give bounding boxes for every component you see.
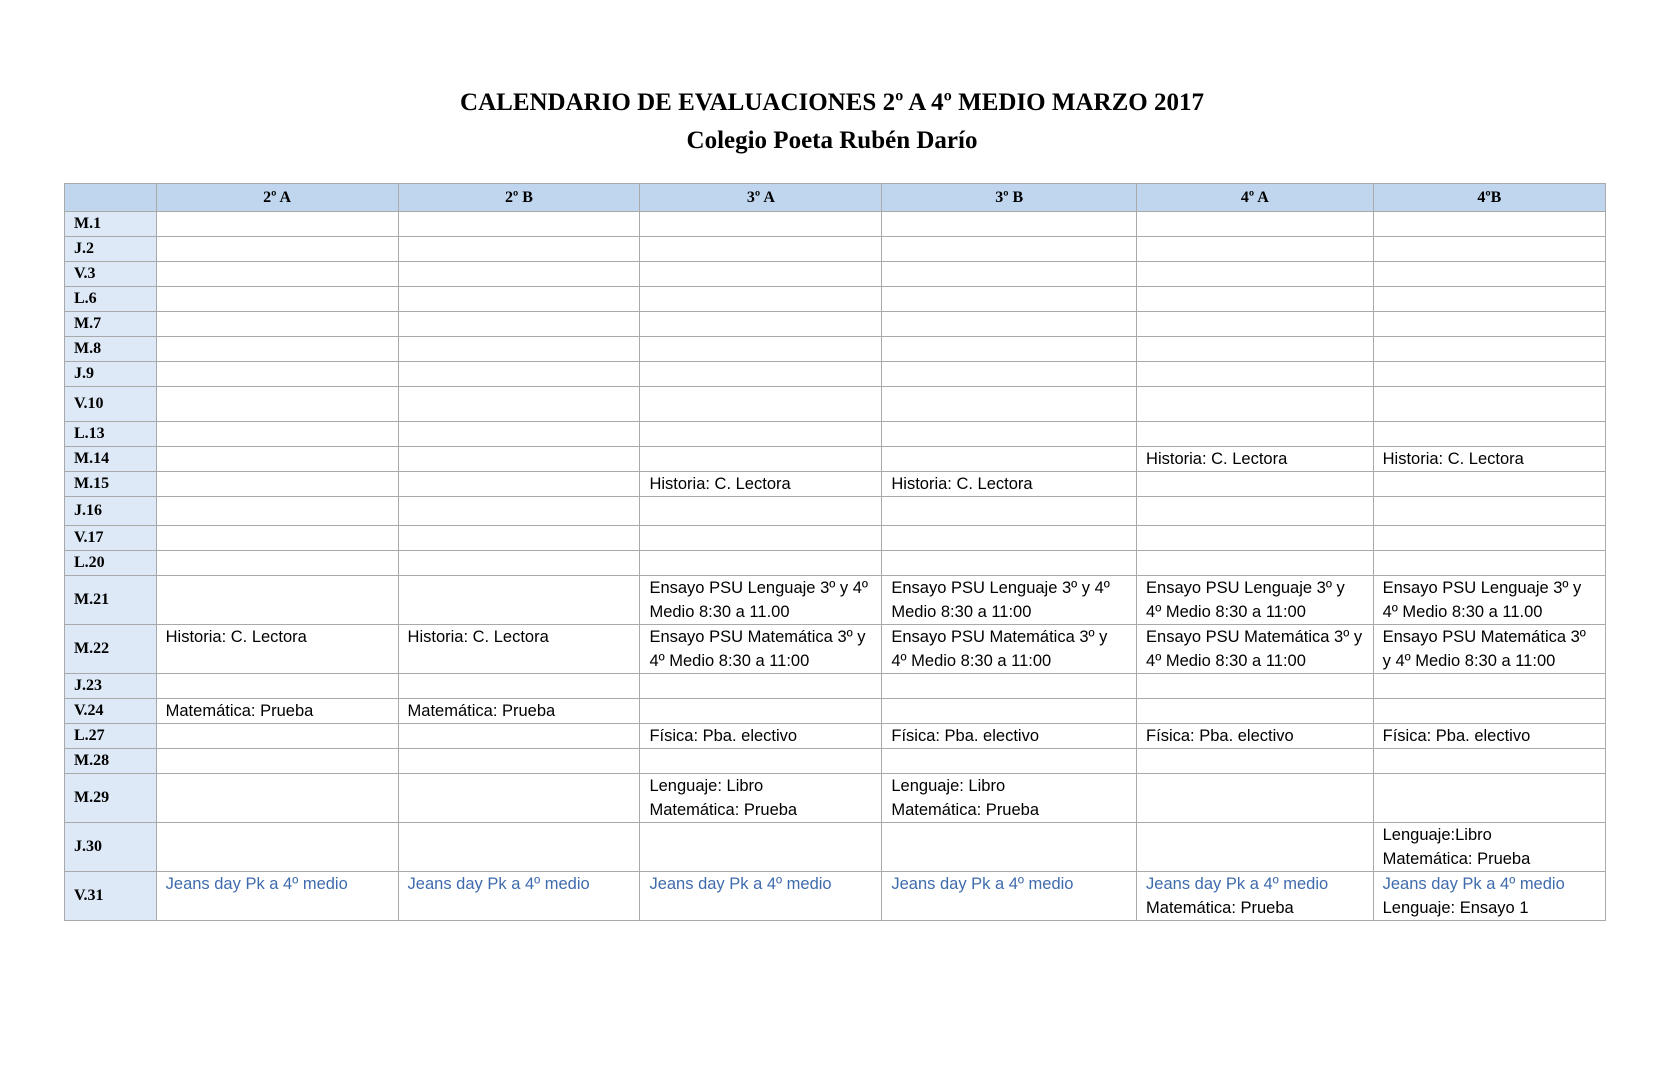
- table-cell: [398, 387, 640, 422]
- table-cell: Física: Pba. electivo: [882, 724, 1137, 749]
- header-corner: [65, 184, 157, 212]
- table-cell: [1373, 699, 1605, 724]
- table-cell: [156, 337, 398, 362]
- table-cell: [1137, 212, 1374, 237]
- table-cell: [1137, 262, 1374, 287]
- table-cell: [398, 576, 640, 625]
- day-label: V.17: [65, 526, 157, 551]
- table-cell: [1373, 422, 1605, 447]
- table-cell: [1137, 774, 1374, 823]
- table-cell: [156, 287, 398, 312]
- table-cell: [398, 872, 640, 921]
- table-cell: [156, 237, 398, 262]
- table-cell: [398, 823, 640, 872]
- table-cell: [640, 699, 882, 724]
- table-cell: [1373, 551, 1605, 576]
- table-cell: [398, 551, 640, 576]
- table-cell: [1137, 337, 1374, 362]
- evaluation-calendar-table: [64, 183, 1606, 921]
- table-cell: [640, 551, 882, 576]
- table-cell: [882, 872, 1137, 921]
- table-cell: [1137, 699, 1374, 724]
- table-cell: [882, 447, 1137, 472]
- jeans-day-note: Jeans day Pk a 4º medio: [1382, 875, 1565, 893]
- table-cell: Historia: C. Lectora: [156, 625, 398, 674]
- jeans-day-note: Jeans day Pk a 4º medio: [649, 875, 832, 893]
- table-cell: [640, 362, 882, 387]
- table-cell: Historia: C. Lectora: [398, 625, 640, 674]
- table-cell: [156, 212, 398, 237]
- table-cell: [156, 872, 398, 921]
- table-cell: Matemática: Prueba: [398, 699, 640, 724]
- table-cell: [1373, 774, 1605, 823]
- table-cell: Ensayo PSU Lenguaje 3º y 4º Medio 8:30 a 11:00: [882, 576, 1137, 625]
- table-row: [65, 422, 1606, 447]
- table-cell: [156, 724, 398, 749]
- table-cell: [1373, 212, 1605, 237]
- table-cell: [1373, 749, 1605, 774]
- table-cell: [640, 262, 882, 287]
- header-4a: 4º A: [1137, 184, 1374, 212]
- table-cell: [398, 497, 640, 526]
- table-cell: [156, 823, 398, 872]
- table-cell: Matemática: Prueba: [156, 699, 398, 724]
- table-cell: [640, 497, 882, 526]
- table-cell: [882, 287, 1137, 312]
- header-3b: 3º B: [882, 184, 1137, 212]
- day-label: M.14: [65, 447, 157, 472]
- table-row: [65, 724, 1606, 749]
- day-label: L.6: [65, 287, 157, 312]
- table-cell: [1137, 674, 1374, 699]
- table-cell: [882, 237, 1137, 262]
- table-row: [65, 312, 1606, 337]
- table-cell: [882, 551, 1137, 576]
- table-cell: [1137, 472, 1374, 497]
- table-cell: [640, 526, 882, 551]
- table-cell: Lenguaje: Libro Matemática: Prueba: [640, 774, 882, 823]
- table-cell: [398, 362, 640, 387]
- table-cell: [156, 312, 398, 337]
- document-title: CALENDARIO DE EVALUACIONES 2º A 4º MEDIO MARZO 2017: [460, 89, 1204, 116]
- table-cell: Historia: C. Lectora: [882, 472, 1137, 497]
- table-cell: [640, 312, 882, 337]
- table-row: [65, 872, 1606, 921]
- table-cell: Ensayo PSU Lenguaje 3º y 4º Medio 8:30 a 11:00: [1137, 576, 1374, 625]
- table-cell: [1137, 872, 1374, 921]
- table-row: [65, 774, 1606, 823]
- table-row: [65, 212, 1606, 237]
- day-label: J.30: [65, 823, 157, 872]
- table-row: [65, 699, 1606, 724]
- table-cell: [156, 387, 398, 422]
- table-cell: [882, 526, 1137, 551]
- document-header: [0, 84, 1664, 160]
- table-cell: [398, 526, 640, 551]
- table-cell: [398, 312, 640, 337]
- day-label: M.22: [65, 625, 157, 674]
- table-cell: [1137, 237, 1374, 262]
- table-cell: [640, 212, 882, 237]
- table-cell: [398, 749, 640, 774]
- table-cell: [156, 472, 398, 497]
- table-cell: Ensayo PSU Matemática 3º y 4º Medio 8:30 a 11:00: [640, 625, 882, 674]
- table-cell: [640, 237, 882, 262]
- table-cell: [1137, 287, 1374, 312]
- day-label: L.13: [65, 422, 157, 447]
- day-label: V.10: [65, 387, 157, 422]
- table-cell: [882, 262, 1137, 287]
- table-cell: [882, 387, 1137, 422]
- header-row: [65, 184, 1606, 212]
- table-cell: [398, 237, 640, 262]
- table-cell: [156, 674, 398, 699]
- table-cell: Historia: C. Lectora: [1137, 447, 1374, 472]
- day-label: L.20: [65, 551, 157, 576]
- table-row: [65, 387, 1606, 422]
- table-cell: [1137, 749, 1374, 774]
- table-cell: [882, 497, 1137, 526]
- table-cell: [1137, 362, 1374, 387]
- table-cell: [156, 774, 398, 823]
- table-cell: [398, 287, 640, 312]
- table-cell: [1137, 551, 1374, 576]
- day-label: M.15: [65, 472, 157, 497]
- table-cell: [1137, 387, 1374, 422]
- table-cell: [156, 749, 398, 774]
- day-label: J.9: [65, 362, 157, 387]
- table-cell: [640, 287, 882, 312]
- table-row: [65, 362, 1606, 387]
- table-cell: Física: Pba. electivo: [1137, 724, 1374, 749]
- table-cell: Ensayo PSU Lenguaje 3º y 4º Medio 8:30 a 11.00: [640, 576, 882, 625]
- table-cell: [640, 337, 882, 362]
- table-row: [65, 287, 1606, 312]
- table-cell: [1137, 312, 1374, 337]
- table-cell: [398, 262, 640, 287]
- table-cell: [156, 362, 398, 387]
- table-cell: Historia: C. Lectora: [640, 472, 882, 497]
- header-4b: 4ºB: [1373, 184, 1605, 212]
- table-cell: [882, 823, 1137, 872]
- table-cell: [1373, 312, 1605, 337]
- table-cell: [398, 674, 640, 699]
- day-label: J.2: [65, 237, 157, 262]
- table-cell: [398, 212, 640, 237]
- day-label: M.28: [65, 749, 157, 774]
- table-cell: [882, 749, 1137, 774]
- table-cell: [398, 724, 640, 749]
- table-cell: [398, 447, 640, 472]
- table-cell: [1137, 497, 1374, 526]
- table-cell: Lenguaje: Libro Matemática: Prueba: [882, 774, 1137, 823]
- table-cell: [156, 422, 398, 447]
- table-cell: [640, 674, 882, 699]
- day-label: M.21: [65, 576, 157, 625]
- table-cell: [1373, 362, 1605, 387]
- jeans-day-note: Jeans day Pk a 4º medio: [407, 875, 590, 893]
- day-label: M.29: [65, 774, 157, 823]
- table-cell: [398, 472, 640, 497]
- table-cell: [156, 447, 398, 472]
- table-row: [65, 497, 1606, 526]
- table-cell: [1137, 823, 1374, 872]
- table-cell: Ensayo PSU Matemática 3º y 4º Medio 8:30 a 11:00: [1373, 625, 1605, 674]
- table-cell: [1373, 237, 1605, 262]
- table-cell: [156, 576, 398, 625]
- table-row: [65, 674, 1606, 699]
- table-row: [65, 625, 1606, 674]
- table-cell: [640, 387, 882, 422]
- table-cell: [1373, 287, 1605, 312]
- day-label: M.7: [65, 312, 157, 337]
- cell-extra-note: Lenguaje: Ensayo 1: [1382, 899, 1529, 917]
- table-cell: [882, 362, 1137, 387]
- day-label: J.23: [65, 674, 157, 699]
- table-cell: [1373, 262, 1605, 287]
- table-cell: [882, 674, 1137, 699]
- day-label: V.24: [65, 699, 157, 724]
- table-cell: [398, 337, 640, 362]
- table-cell: [1373, 472, 1605, 497]
- header-2a: 2º A: [156, 184, 398, 212]
- table-cell: [882, 699, 1137, 724]
- table-cell: [1373, 674, 1605, 699]
- day-label: L.27: [65, 724, 157, 749]
- table-cell: Historia: C. Lectora: [1373, 447, 1605, 472]
- table-row: [65, 472, 1606, 497]
- table-cell: [640, 872, 882, 921]
- table-cell: [1137, 422, 1374, 447]
- table-row: [65, 526, 1606, 551]
- day-label: J.16: [65, 497, 157, 526]
- table-row: [65, 262, 1606, 287]
- day-label: V.31: [65, 872, 157, 921]
- day-label: V.3: [65, 262, 157, 287]
- table-row: [65, 551, 1606, 576]
- table-cell: Física: Pba. electivo: [1373, 724, 1605, 749]
- table-cell: [156, 551, 398, 576]
- table-cell: Lenguaje:Libro Matemática: Prueba: [1373, 823, 1605, 872]
- table-row: [65, 337, 1606, 362]
- table-cell: [1373, 337, 1605, 362]
- table-row: [65, 576, 1606, 625]
- table-cell: [398, 422, 640, 447]
- table-cell: [640, 823, 882, 872]
- table-row: [65, 749, 1606, 774]
- table-cell: [882, 212, 1137, 237]
- table-cell: [398, 774, 640, 823]
- table-cell: [1373, 387, 1605, 422]
- header-2b: 2º B: [398, 184, 640, 212]
- table-cell: [156, 262, 398, 287]
- cell-extra-note: Matemática: Prueba: [1146, 899, 1294, 917]
- table-cell: Ensayo PSU Matemática 3º y 4º Medio 8:30 a 11:00: [882, 625, 1137, 674]
- jeans-day-note: Jeans day Pk a 4º medio: [165, 875, 348, 893]
- table-cell: [1373, 872, 1605, 921]
- table-cell: [1137, 526, 1374, 551]
- table-cell: Física: Pba. electivo: [640, 724, 882, 749]
- table-cell: [640, 749, 882, 774]
- table-cell: [1373, 526, 1605, 551]
- table-cell: [640, 422, 882, 447]
- table-cell: [882, 422, 1137, 447]
- table-cell: [156, 526, 398, 551]
- jeans-day-note: Jeans day Pk a 4º medio: [891, 875, 1074, 893]
- header-3a: 3º A: [640, 184, 882, 212]
- day-label: M.8: [65, 337, 157, 362]
- day-label: M.1: [65, 212, 157, 237]
- table-row: [65, 823, 1606, 872]
- table-cell: Ensayo PSU Lenguaje 3º y 4º Medio 8:30 a 11.00: [1373, 576, 1605, 625]
- jeans-day-note: Jeans day Pk a 4º medio: [1146, 875, 1329, 893]
- table-cell: [156, 497, 398, 526]
- table-row: [65, 447, 1606, 472]
- table-cell: [882, 337, 1137, 362]
- table-cell: [1373, 497, 1605, 526]
- table-cell: Ensayo PSU Matemática 3º y 4º Medio 8:30 a 11:00: [1137, 625, 1374, 674]
- table-cell: [882, 312, 1137, 337]
- table-row: [65, 237, 1606, 262]
- table-cell: [640, 447, 882, 472]
- document-subtitle: Colegio Poeta Rubén Darío: [686, 127, 978, 154]
